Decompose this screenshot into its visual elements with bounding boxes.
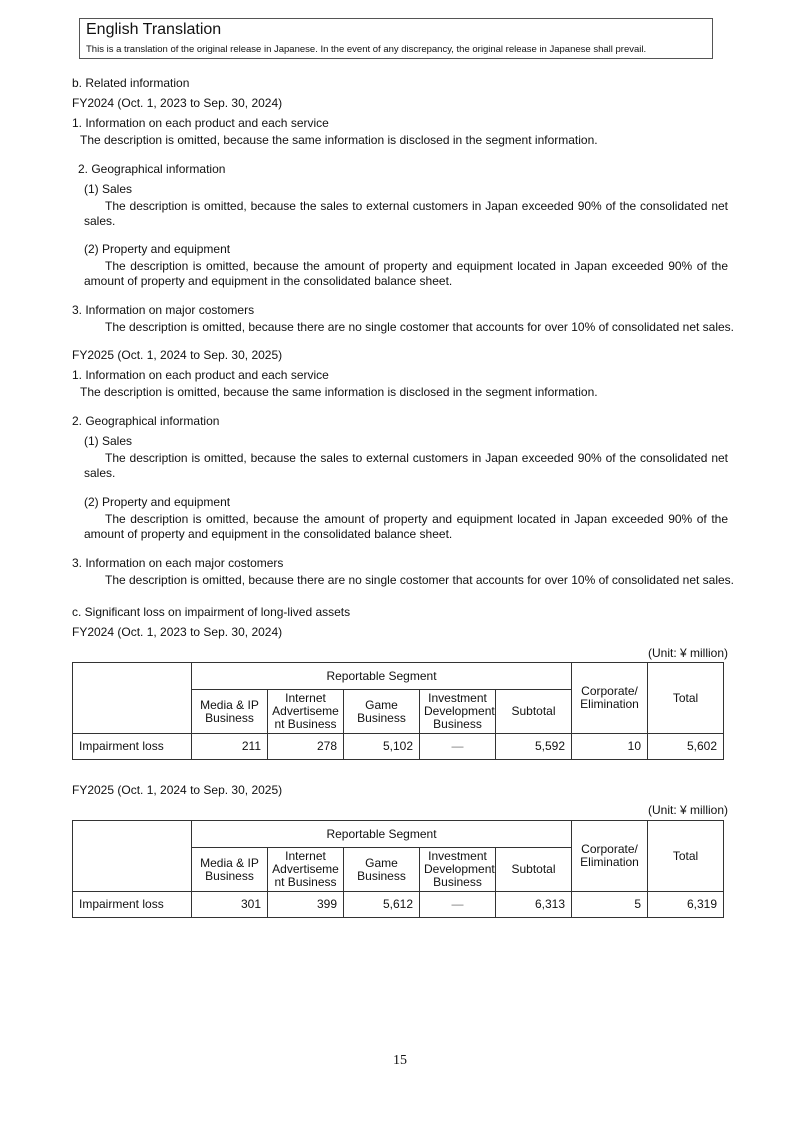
cell-corporate: 10 [572,734,648,760]
impairment-table-fy2025 [72,820,724,918]
fy2025-period: FY2025 (Oct. 1, 2024 to Sep. 30, 2025) [72,348,283,362]
section-b-heading: b. Related information [72,76,190,90]
fy2025-property-text: The description is omitted, because the amount of property and equipment located in Japan exceeded 90% of the amount of property and equipment in the consolidated balance sheet. [84,512,728,541]
cell-investment: — [420,892,496,918]
header-investment: Investment Development Business [420,690,496,734]
table-row [73,892,724,918]
table2-unit: (Unit: ¥ million) [647,803,728,817]
header-game: Game Business [344,690,420,734]
page-number: 15 [393,1053,407,1068]
header-media: Media & IP Business [192,848,268,892]
fy2025-item1-text: The description is omitted, because the same information is disclosed in the segment information. [80,385,598,399]
table1-period: FY2024 (Oct. 1, 2023 to Sep. 30, 2024) [72,625,283,639]
impairment-table-fy2024 [72,662,724,760]
fy2024-item1-heading: 1. Information on each product and each service [72,116,329,130]
cell-internet: 278 [268,734,344,760]
corner-cell [73,821,192,892]
fy2024-item3-text: The description is omitted, because there are no single costomer that accounts for over 10% of consolidated net sales. [105,320,735,334]
fy2025-item1-heading: 1. Information on each product and each service [72,368,329,382]
header-investment: Investment Development Business [420,848,496,892]
banner-title: English Translation [86,21,222,38]
header-corporate: Corporate/ Elimination [572,821,648,892]
section-c-heading: c. Significant loss on impairment of long-lived assets [72,605,351,619]
cell-investment: — [420,734,496,760]
cell-game: 5,612 [344,892,420,918]
corner-cell [73,663,192,734]
cell-total: 6,319 [648,892,724,918]
row-label: Impairment loss [73,734,192,760]
cell-corporate: 5 [572,892,648,918]
fy2024-item3-heading: 3. Information on major costomers [72,303,255,317]
header-total: Total [648,821,724,892]
fy2024-item1-text: The description is omitted, because the same information is disclosed in the segment information. [80,133,598,147]
header-subtotal: Subtotal [496,848,572,892]
fy2024-period: FY2024 (Oct. 1, 2023 to Sep. 30, 2024) [72,96,283,110]
header-reportable-segment: Reportable Segment [192,663,572,690]
cell-total: 5,602 [648,734,724,760]
header-media: Media & IP Business [192,690,268,734]
header-total: Total [648,663,724,734]
cell-subtotal: 6,313 [496,892,572,918]
table1-unit: (Unit: ¥ million) [647,646,728,660]
fy2025-item3-heading: 3. Information on each major costomers [72,556,284,570]
header-game: Game Business [344,848,420,892]
fy2024-sales-text: The description is omitted, because the sales to external customers in Japan exceeded 90% of the consolidated net sales. [84,199,728,228]
header-corporate: Corporate/ Elimination [572,663,648,734]
fy2024-property-text: The description is omitted, because the amount of property and equipment located in Japan exceeded 90% of the amount of property and equipment in the consolidated balance sheet. [84,259,728,288]
translation-banner [79,18,713,59]
fy2025-property-heading: (2) Property and equipment [84,495,231,509]
fy2024-sales-heading: (1) Sales [84,182,133,196]
fy2024-item2-heading: 2. Geographical information [78,162,226,176]
fy2025-sales-text: The description is omitted, because the sales to external customers in Japan exceeded 90% of the consolidated net sales. [84,451,728,480]
row-label: Impairment loss [73,892,192,918]
cell-media: 301 [192,892,268,918]
table2-period: FY2025 (Oct. 1, 2024 to Sep. 30, 2025) [72,783,283,797]
cell-media: 211 [192,734,268,760]
fy2025-sales-heading: (1) Sales [84,434,133,448]
header-internet: Internet Advertiseme nt Business [268,848,344,892]
cell-internet: 399 [268,892,344,918]
cell-subtotal: 5,592 [496,734,572,760]
table-row [73,734,724,760]
header-subtotal: Subtotal [496,690,572,734]
fy2025-item2-heading: 2. Geographical information [72,414,220,428]
header-internet: Internet Advertiseme nt Business [268,690,344,734]
banner-disclaimer: This is a translation of the original release in Japanese. In the event of any discrepancy, the original release in Japanese shall prevail. [86,44,647,55]
header-reportable-segment: Reportable Segment [192,821,572,848]
fy2025-item3-text: The description is omitted, because there are no single costomer that accounts for over 10% of consolidated net sales. [105,573,735,587]
cell-game: 5,102 [344,734,420,760]
fy2024-property-heading: (2) Property and equipment [84,242,231,256]
